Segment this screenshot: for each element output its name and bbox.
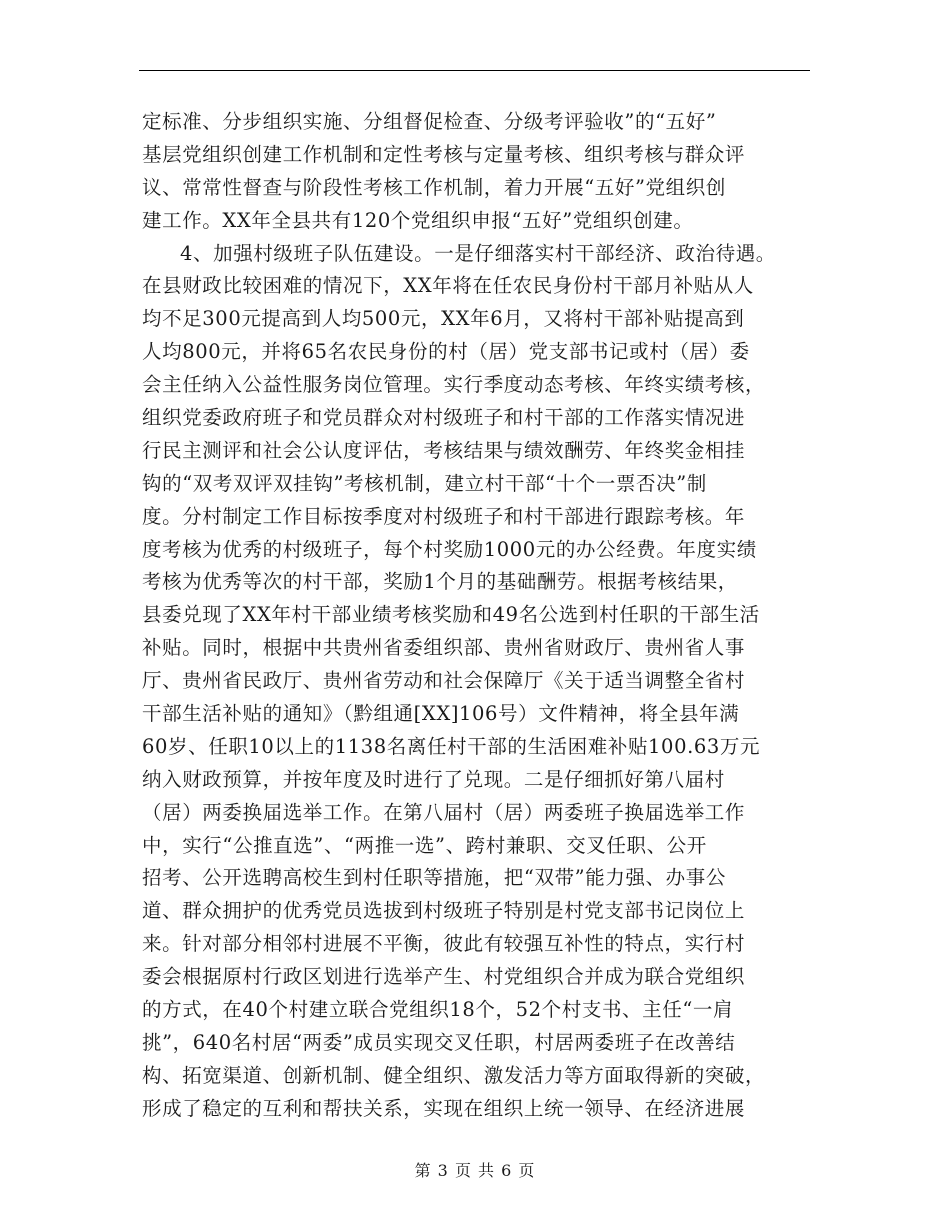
page-number-footer: 第 3 页 共 6 页 — [414, 1161, 536, 1180]
text-line: 度考核为优秀的村级班子，每个村奖励1000元的办公经费。年度实绩 — [142, 537, 757, 561]
text-line: 干部生活补贴的通知》（黔组通[XX]106号）文件精神，将全县年满 — [142, 702, 740, 726]
text-line: 基层党组织创建工作机制和定性考核与定量考核、组织考核与群众评 — [142, 142, 746, 166]
text-line: 道、群众拥护的优秀党员选拔到村级班子特别是村党支部书记岗位上 — [142, 899, 746, 923]
text-line: 组织党委政府班子和党员群众对村级班子和村干部的工作落实情况进 — [142, 406, 746, 430]
header-rule — [139, 70, 810, 71]
text-line: （居）两委换届选举工作。在第八届村（居）两委班子换届选举工作 — [142, 800, 746, 824]
text-line: 形成了稳定的互利和帮扶关系，实现在组织上统一领导、在经济进展 — [142, 1096, 746, 1120]
text-line: 人均800元，并将65名农民身份的村（居）党支部书记或村（居）委 — [142, 340, 750, 364]
body-text — [142, 106, 832, 1126]
text-line: 补贴。同时，根据中共贵州省委组织部、贵州省财政厅、贵州省人事 — [142, 636, 746, 660]
text-line: 建工作。XX年全县共有120个党组织申报“五好”党组织创建。 — [142, 208, 694, 232]
text-line: 县委兑现了XX年村干部业绩考核奖励和49名公选到村任职的干部生活 — [142, 603, 760, 627]
text-line: 度。分村制定工作目标按季度对村级班子和村干部进行跟踪考核。年 — [142, 504, 746, 528]
text-line: 厅、贵州省民政厅、贵州省劳动和社会保障厅《关于适当调整全省村 — [142, 669, 746, 693]
text-line: 行民主测评和社会公认度评估，考核结果与绩效酬劳、年终奖金相挂 — [142, 438, 746, 462]
text-line: 招考、公开选聘高校生到村任职等措施，把“双带”能力强、办事公 — [142, 866, 726, 890]
text-line: 议、常常性督查与阶段性考核工作机制，着力开展“五好”党组织创 — [142, 175, 726, 199]
text-line: 考核为优秀等次的村干部，奖励1个月的基础酬劳。根据考核结果， — [142, 570, 738, 594]
text-line: 定标准、分步组织实施、分组督促检查、分级考评验收”的“五好” — [142, 110, 717, 133]
text-line: 来。针对部分相邻村进展不平衡，彼此有较强互补性的特点，实行村 — [142, 932, 746, 956]
text-line: 中，实行“公推直选”、“两推一选”、跨村兼职、交叉任职、公开 — [142, 833, 707, 857]
text-line: 挑”，640名村居“两委”成员实现交叉任职，村居两委班子在改善结 — [142, 1030, 736, 1054]
paragraph-start-line: 4、加强村级班子队伍建设。一是仔细落实村干部经济、政治待遇。 — [180, 241, 776, 265]
text-line: 构、拓宽渠道、创新机制、健全组织、激发活力等方面取得新的突破， — [142, 1063, 766, 1087]
text-line: 会主任纳入公益性服务岗位管理。实行季度动态考核、年终实绩考核， — [142, 373, 766, 397]
text-line: 的方式，在40个村建立联合党组织18个，52个村支书、主任“一肩 — [142, 998, 734, 1022]
text-line: 60岁、任职10以上的1138名离任村干部的生活困难补贴100.63万元 — [142, 734, 761, 758]
text-line: 钩的“双考双评双挂钩”考核机制，建立村干部“十个一票否决”制 — [142, 471, 707, 495]
text-line: 在县财政比较困难的情况下，XX年将在任农民身份村干部月补贴从人 — [142, 274, 754, 298]
text-line: 纳入财政预算，并按年度及时进行了兑现。二是仔细抓好第八届村 — [142, 767, 725, 791]
text-line: 均不足300元提高到人均500元，XX年6月，又将村干部补贴提高到 — [142, 307, 745, 331]
text-line: 委会根据原村行政区划进行选举产生、村党组织合并成为联合党组织 — [142, 965, 746, 989]
